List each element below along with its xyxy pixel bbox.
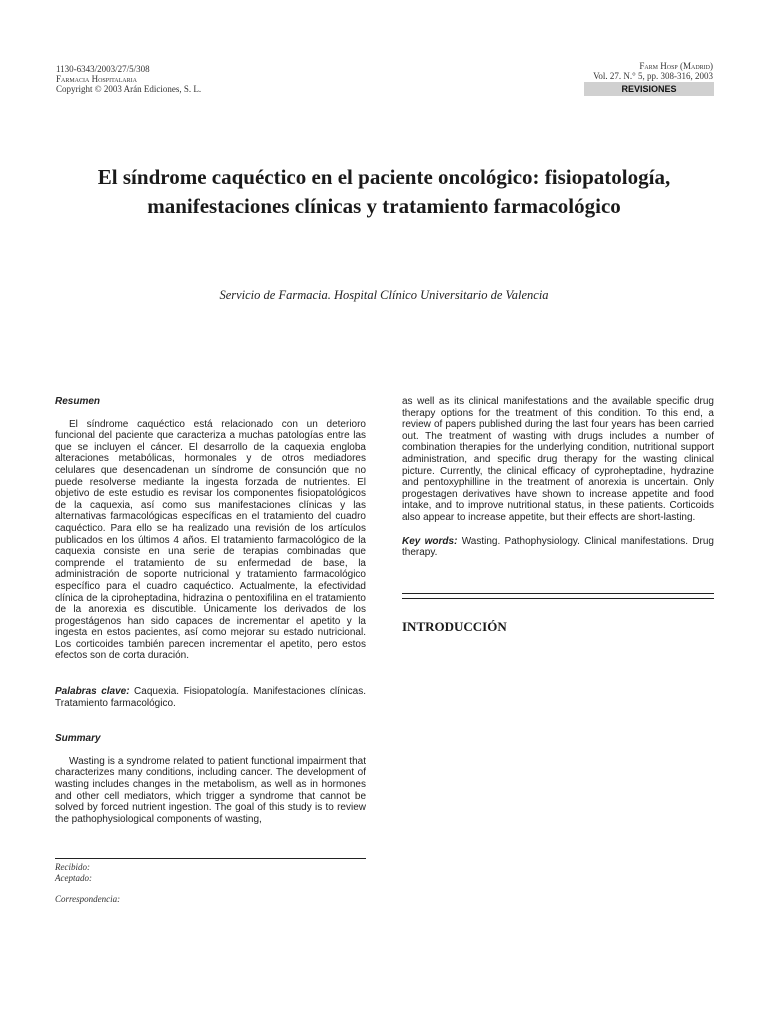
journal-short-name: Farm Hosp (Madrid) bbox=[639, 61, 713, 71]
summary-text-part1: Wasting is a syndrome related to patient functional impairment that characterizes many conditions, including cancer. The development of wasting includes changes in the metabolism, as well as in hormones and other cell mediators, which trigger a syndrome that cannot be solved by forced nutrient ingestion. The goal of this study is to review the pathophysiological components of wasting, bbox=[55, 755, 366, 825]
palabras-clave-label: Palabras clave: bbox=[55, 686, 130, 698]
copyright-line: Copyright © 2003 Arán Ediciones, S. L. bbox=[56, 84, 202, 94]
summary-text-part2: as well as its clinical manifestations and the available specific drug therapy options for the treatment of this condition. To this end, a review of papers published during the last four years has been carried out. The treatment of wasting with drugs includes a number of combination therapies for the underlying condition, nutritional support administration, and specific drug therapy for the wasting clinical picture. Currently, the clinical efficacy of cyproheptadine, hydrazine and pentoxyphilline in the treatment of anorexia is uncertain. Only progestagen derivatives have shown to increase appetite and food intake, and to improve nutritional status, in these patients. Corticoids also appear to increase appetite, but their effects are short-lasting. bbox=[402, 396, 714, 523]
introduccion-heading: INTRODUCCIÓN bbox=[402, 619, 507, 634]
received-label: Recibido: bbox=[55, 862, 90, 872]
section-badge: REVISIONES bbox=[584, 82, 714, 96]
correspondence-label: Correspondencia: bbox=[55, 894, 121, 904]
journal-info-right bbox=[513, 61, 713, 81]
resumen-heading: Resumen bbox=[55, 396, 101, 407]
issn-line: 1130-6343/2003/27/5/308 bbox=[56, 64, 150, 74]
summary-heading: Summary bbox=[55, 733, 101, 745]
palabras-clave-text: Caquexia. Fisiopatología. Manifestaciones clínicas. Tratamiento farmacológico. bbox=[55, 686, 366, 709]
article-title: El síndrome caquéctico en el paciente oncológico: fisiopatología, manifestaciones clínicas y tratamiento farmacológico bbox=[97, 165, 671, 218]
journal-name: Farmacia Hospitalaria bbox=[56, 74, 137, 84]
section-divider bbox=[402, 593, 714, 599]
journal-info-left bbox=[56, 64, 201, 94]
author-affiliation: Servicio de Farmacia. Hospital Clínico Universitario de Valencia bbox=[219, 288, 549, 302]
left-column bbox=[55, 396, 366, 825]
key-words bbox=[402, 536, 714, 559]
volume-line: Vol. 27. N.° 5, pp. 308-316, 2003 bbox=[593, 71, 713, 81]
palabras-clave bbox=[55, 686, 366, 709]
key-words-text: Wasting. Pathophysiology. Clinical manifestations. Drug therapy. bbox=[402, 535, 714, 559]
footnote-rule bbox=[55, 858, 366, 859]
right-column bbox=[402, 396, 714, 559]
resumen-text: El síndrome caquéctico está relacionado con un deterioro funcional del paciente que caracteriza a muchas patologías entre las que se incluyen el cáncer. El desarrollo de la caquexia engloba alteraciones metabólicas, hormonales y de otros mediadores celulares que desencadenan un síndrome de consunción que no puede resolverse mediante la ingesta forzada de nutrientes. El objetivo de este estudio es revisar los componentes fisiopatológicos de la caquexia, así como sus manifestaciones clínicas y las alternativas farmacológicas específicas en el tratamiento del cuadro caquéctico. Para ello se ha realizado una revisión de los artículos publicados en los últimos 4 años. El tratamiento farmacológico de la caquexia consiste en una serie de terapias combinadas que comprende el tratamiento de su enfermedad de base, la administración de soporte nutricional y tratamiento farmacológico específico para el cuadro caquéctico. Actualmente, la efectividad clínica de la ciproheptadina, hidrazina o pentoxifilina en el tratamiento de la anorexia es discutible. Únicamente los derivados de los progestágenos han sido capaces de incrementar el apetito y la ingesta en estos pacientes, así como mejorar su estado nutricional. Los corticoides también parecen incrementar el apetito, pero estos efectos son de corta duración. bbox=[55, 418, 366, 662]
accepted-label: Aceptado: bbox=[55, 873, 92, 883]
key-words-label: Key words: bbox=[402, 535, 458, 547]
